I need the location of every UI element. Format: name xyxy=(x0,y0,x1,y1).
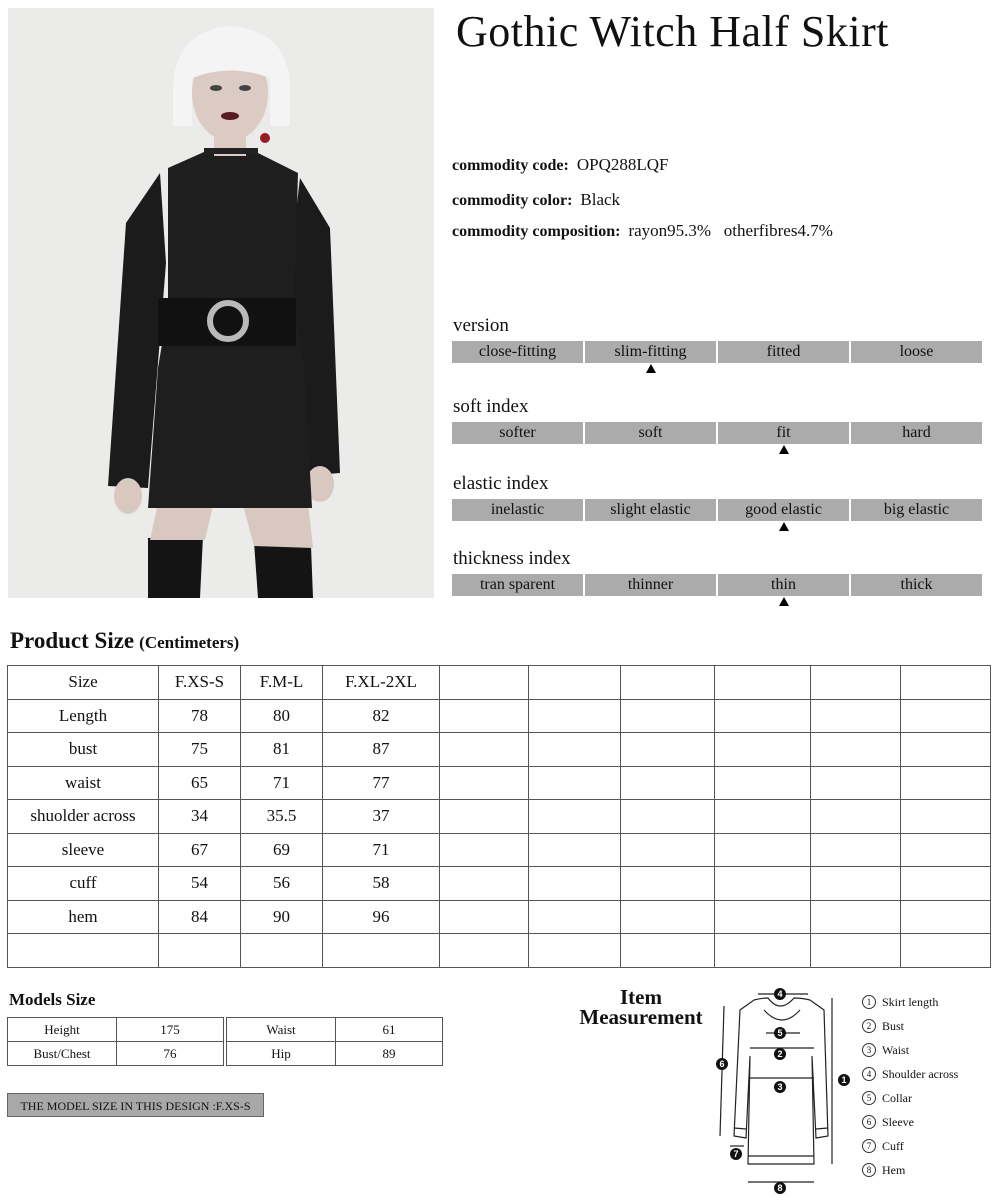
table-row xyxy=(8,900,991,934)
measurement-legend xyxy=(862,990,958,1182)
cuff-line xyxy=(816,1128,828,1129)
table-cell xyxy=(811,833,901,867)
table-cell xyxy=(811,867,901,901)
models-size-heading: Models Size xyxy=(9,990,96,1009)
table-cell: 75 xyxy=(159,733,241,767)
product-size-unit: (Centimeters) xyxy=(139,633,240,652)
table-cell xyxy=(811,934,901,968)
table-header-cell: F.XS-S xyxy=(159,666,241,700)
table-cell xyxy=(901,766,991,800)
table-cell: 71 xyxy=(323,833,440,867)
table-cell xyxy=(901,699,991,733)
legend-item xyxy=(862,990,958,1014)
table-cell xyxy=(811,800,901,834)
table-cell xyxy=(715,800,811,834)
model-measure-label: Waist xyxy=(227,1018,336,1042)
table-cell xyxy=(440,934,529,968)
table-row xyxy=(8,934,991,968)
table-cell xyxy=(529,766,621,800)
table-header-row xyxy=(8,666,991,700)
diagram-label: 3 xyxy=(777,1082,783,1092)
table-header-cell xyxy=(715,666,811,700)
table-cell xyxy=(901,900,991,934)
neckline xyxy=(764,1010,800,1020)
table-cell xyxy=(529,867,621,901)
legend-number: 3 xyxy=(862,1043,876,1057)
table-cell xyxy=(811,900,901,934)
legend-number: 7 xyxy=(862,1139,876,1153)
table-cell: 65 xyxy=(159,766,241,800)
commodity-color-row xyxy=(452,190,620,210)
version-option: fitted xyxy=(718,341,849,363)
table-cell: 87 xyxy=(323,733,440,767)
legend-number: 5 xyxy=(862,1091,876,1105)
diagram-label: 2 xyxy=(777,1049,783,1059)
legend-label: Shoulder across xyxy=(882,1066,959,1081)
diagram-label: 7 xyxy=(733,1149,739,1159)
row-label-cell xyxy=(8,934,159,968)
row-label-cell: hem xyxy=(8,900,159,934)
diagram-label: 4 xyxy=(777,989,783,999)
table-cell xyxy=(901,867,991,901)
diagram-label: 6 xyxy=(719,1059,725,1069)
version-option: slim-fitting xyxy=(585,341,716,363)
legend-number: 4 xyxy=(862,1067,876,1081)
commodity-code-value: OPQ288LQF xyxy=(576,155,669,174)
soft-index-title: soft index xyxy=(453,396,529,417)
table-cell: 81 xyxy=(241,733,323,767)
table-cell: 77 xyxy=(323,766,440,800)
model-measure-value: 89 xyxy=(336,1042,443,1066)
table-cell: 78 xyxy=(159,699,241,733)
table-cell xyxy=(323,934,440,968)
table-header-cell xyxy=(811,666,901,700)
table-row xyxy=(8,699,991,733)
table-cell: 35.5 xyxy=(241,800,323,834)
selected-marker-icon xyxy=(779,522,789,531)
commodity-composition-label: commodity composition: xyxy=(452,223,621,240)
table-cell xyxy=(901,800,991,834)
legend-item xyxy=(862,1158,958,1182)
table-cell: 54 xyxy=(159,867,241,901)
legend-label: Cuff xyxy=(882,1138,904,1153)
version-option: loose xyxy=(851,341,982,363)
table-cell: 56 xyxy=(241,867,323,901)
legend-label: Sleeve xyxy=(882,1114,914,1129)
models-size-table-left xyxy=(7,1017,224,1066)
thickness-index-option: thick xyxy=(851,574,982,596)
table-row xyxy=(8,1018,224,1042)
model-measure-label: Height xyxy=(8,1018,117,1042)
product-photo xyxy=(8,8,434,598)
legend-item xyxy=(862,1086,958,1110)
commodity-composition-value: rayon95.3% otherfibres4.7% xyxy=(628,221,833,240)
version-scale xyxy=(452,341,982,363)
selected-marker-icon xyxy=(779,597,789,606)
row-label-cell: waist xyxy=(8,766,159,800)
table-cell: 90 xyxy=(241,900,323,934)
table-cell xyxy=(621,900,715,934)
table-cell xyxy=(440,867,529,901)
measurement-diagram xyxy=(712,986,852,1196)
table-cell xyxy=(241,934,323,968)
table-cell xyxy=(529,934,621,968)
table-row xyxy=(8,800,991,834)
table-cell xyxy=(440,766,529,800)
model-measure-label: Hip xyxy=(227,1042,336,1066)
table-cell: 37 xyxy=(323,800,440,834)
elastic-index-title: elastic index xyxy=(453,473,549,494)
table-cell: 84 xyxy=(159,900,241,934)
table-cell xyxy=(440,900,529,934)
table-cell: 58 xyxy=(323,867,440,901)
table-row xyxy=(227,1018,443,1042)
table-cell xyxy=(621,934,715,968)
model-measure-value: 175 xyxy=(117,1018,224,1042)
model-size-note: THE MODEL SIZE IN THIS DESIGN :F.XS-S xyxy=(7,1093,264,1117)
legend-item xyxy=(862,1014,958,1038)
elastic-index-option: slight elastic xyxy=(585,499,716,521)
table-cell xyxy=(529,733,621,767)
version-option: close-fitting xyxy=(452,341,583,363)
table-cell xyxy=(901,733,991,767)
table-cell xyxy=(715,934,811,968)
row-label-cell: shuolder across xyxy=(8,800,159,834)
legend-label: Waist xyxy=(882,1042,910,1057)
item-measurement-title-line2: Measurement xyxy=(579,1005,703,1029)
table-cell xyxy=(715,733,811,767)
table-header-cell: F.XL-2XL xyxy=(323,666,440,700)
row-label-cell: Length xyxy=(8,699,159,733)
table-cell xyxy=(715,699,811,733)
row-label-cell: bust xyxy=(8,733,159,767)
table-cell xyxy=(621,867,715,901)
commodity-composition-row xyxy=(452,221,833,241)
legend-item xyxy=(862,1134,958,1158)
table-cell xyxy=(440,733,529,767)
cuff-line xyxy=(734,1128,746,1129)
legend-item xyxy=(862,1110,958,1134)
product-size-heading xyxy=(10,628,239,654)
dress-outline xyxy=(734,998,828,1164)
legend-label: Skirt length xyxy=(882,994,939,1009)
legend-number: 6 xyxy=(862,1115,876,1129)
thickness-index-option: thin xyxy=(718,574,849,596)
soft-index-option: fit xyxy=(718,422,849,444)
table-cell xyxy=(529,699,621,733)
table-cell xyxy=(715,833,811,867)
thickness-index-option: tran sparent xyxy=(452,574,583,596)
table-cell xyxy=(440,699,529,733)
table-cell xyxy=(621,766,715,800)
thickness-index-scale xyxy=(452,574,982,596)
table-cell xyxy=(159,934,241,968)
sleeve-measure xyxy=(720,1006,724,1136)
elastic-index-scale xyxy=(452,499,982,521)
table-cell xyxy=(715,867,811,901)
commodity-color-label: commodity color: xyxy=(452,192,573,209)
table-cell xyxy=(715,900,811,934)
elastic-index-option: big elastic xyxy=(851,499,982,521)
table-cell xyxy=(440,833,529,867)
model-photo-illustration xyxy=(8,8,434,598)
soft-index-option: soft xyxy=(585,422,716,444)
soft-index-option: hard xyxy=(851,422,982,444)
soft-index-option: softer xyxy=(452,422,583,444)
commodity-color-value: Black xyxy=(580,190,621,209)
table-cell: 82 xyxy=(323,699,440,733)
table-row xyxy=(8,867,991,901)
elastic-index-option: good elastic xyxy=(718,499,849,521)
elastic-index-option: inelastic xyxy=(452,499,583,521)
legend-item xyxy=(862,1062,958,1086)
product-title: Gothic Witch Half Skirt xyxy=(456,7,889,56)
table-row xyxy=(8,733,991,767)
table-header-cell: F.M-L xyxy=(241,666,323,700)
table-cell xyxy=(901,833,991,867)
table-cell: 96 xyxy=(323,900,440,934)
thickness-index-option: thinner xyxy=(585,574,716,596)
models-size-table-right xyxy=(226,1017,443,1066)
commodity-code-row xyxy=(452,155,668,175)
table-cell: 34 xyxy=(159,800,241,834)
legend-number: 1 xyxy=(862,995,876,1009)
table-header-cell xyxy=(621,666,715,700)
table-header-cell xyxy=(440,666,529,700)
table-cell xyxy=(811,766,901,800)
thickness-index-title: thickness index xyxy=(453,548,571,569)
table-cell xyxy=(715,766,811,800)
commodity-code-label: commodity code: xyxy=(452,157,569,174)
table-cell xyxy=(811,733,901,767)
table-row xyxy=(8,1042,224,1066)
legend-label: Hem xyxy=(882,1162,906,1177)
item-measurement-title-line1: Item xyxy=(620,985,662,1009)
selected-marker-icon xyxy=(779,445,789,454)
model-measure-value: 61 xyxy=(336,1018,443,1042)
table-cell xyxy=(529,833,621,867)
version-title: version xyxy=(453,315,509,336)
selected-marker-icon xyxy=(646,364,656,373)
legend-label: Bust xyxy=(882,1018,905,1033)
table-cell xyxy=(529,800,621,834)
diagram-label: 8 xyxy=(777,1183,783,1193)
diagram-label: 1 xyxy=(841,1075,847,1085)
table-row xyxy=(8,833,991,867)
model-measure-value: 76 xyxy=(117,1042,224,1066)
table-cell xyxy=(440,800,529,834)
model-measure-label: Bust/Chest xyxy=(8,1042,117,1066)
table-cell xyxy=(621,833,715,867)
row-label-cell: cuff xyxy=(8,867,159,901)
legend-number: 8 xyxy=(862,1163,876,1177)
table-cell: 71 xyxy=(241,766,323,800)
legend-item xyxy=(862,1038,958,1062)
row-label-cell: sleeve xyxy=(8,833,159,867)
table-cell xyxy=(901,934,991,968)
legend-label: Collar xyxy=(882,1090,912,1105)
table-cell xyxy=(811,699,901,733)
table-header-cell: Size xyxy=(8,666,159,700)
size-table xyxy=(7,665,991,968)
table-row xyxy=(227,1042,443,1066)
diagram-label: 5 xyxy=(777,1028,783,1038)
table-cell xyxy=(621,699,715,733)
table-cell xyxy=(529,900,621,934)
product-size-title: Product Size xyxy=(10,628,135,653)
legend-number: 2 xyxy=(862,1019,876,1033)
table-cell xyxy=(621,800,715,834)
item-measurement-title xyxy=(562,987,720,1027)
table-row xyxy=(8,766,991,800)
table-cell xyxy=(621,733,715,767)
table-header-cell xyxy=(529,666,621,700)
table-cell: 80 xyxy=(241,699,323,733)
table-cell: 67 xyxy=(159,833,241,867)
soft-index-scale xyxy=(452,422,982,444)
table-header-cell xyxy=(901,666,991,700)
table-cell: 69 xyxy=(241,833,323,867)
